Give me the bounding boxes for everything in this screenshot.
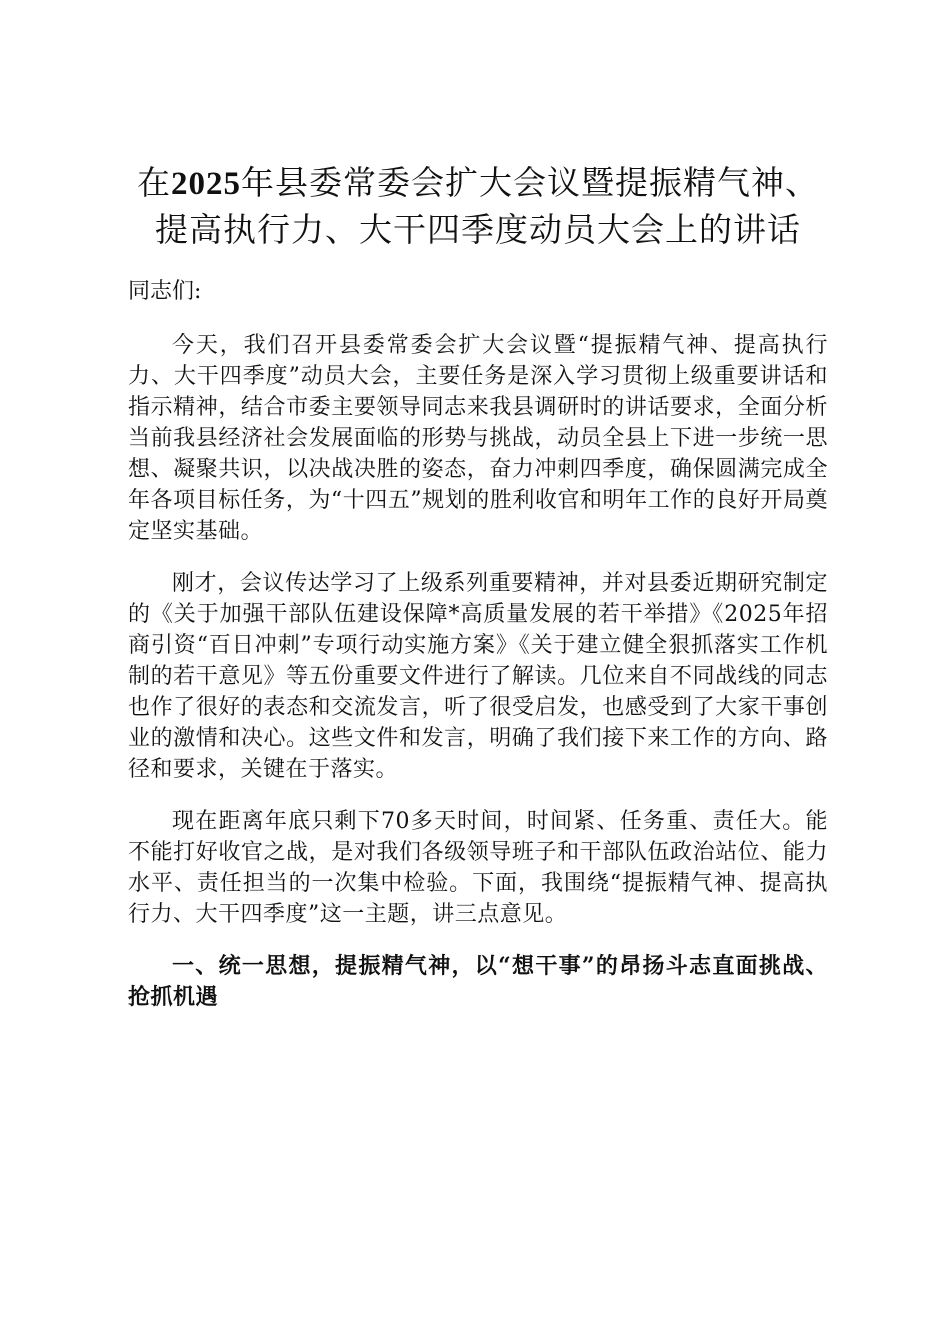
title-rest: 年县委常委会扩大会议暨提振精气神、提高执行力、大干四季度动员大会上的讲话 bbox=[155, 163, 819, 249]
section-heading-1: 一、统一思想，提振精气神，以“想干事”的昂扬斗志直面挑战、抢抓机遇 bbox=[128, 953, 828, 1010]
paragraph-opening: 今天，我们召开县委常委会扩大会议暨“提振精气神、提高执行力、大干四季度”动员大会，主要任务是深入学习贯彻上级重要讲话和指示精神，结合市委主要领导同志来我县调研时的讲话要求，全面分析当前我县经济社会发展面临的形势与挑战，动员全县上下进一步统一思想、凝聚共识，以决战决胜的姿态，奋力冲刺四季度，确保圆满完成全年各项目标任务，为“十四五”规划的胜利收官和明年工作的良好开局奠定坚实基础。 bbox=[128, 333, 828, 544]
title-prefix: 在 bbox=[137, 163, 171, 202]
salutation: 同志们: bbox=[128, 279, 202, 304]
paragraph-documents: 刚才，会议传达学习了上级系列重要精神，并对县委近期研究制定的《关于加强干部队伍建设保障*高质量发展的若干举措》《2025年招商引资“百日冲刺”专项行动实施方案》《关于建立健全狠抓落实工作机制的若干意见》等五份重要文件进行了解读。几位来自不同战线的同志也作了很好的表态和交流发言，听了很受启发，也感受到了大家干事创业的激情和决心。这些文件和发言，明确了我们接下来工作的方向、路径和要求，关键在于落实。 bbox=[128, 571, 828, 782]
title-year: 2025 bbox=[171, 166, 241, 202]
paragraph-timeline: 现在距离年底只剩下70多天时间，时间紧、任务重、责任大。能不能打好收官之战，是对我们各级领导班子和干部队伍政治站位、能力水平、责任担当的一次集中检验。下面，我围绕“提振精气神、提高执行力、大干四季度”这一主题，讲三点意见。 bbox=[128, 809, 828, 927]
document-page bbox=[128, 160, 828, 1013]
document-title bbox=[128, 160, 828, 252]
